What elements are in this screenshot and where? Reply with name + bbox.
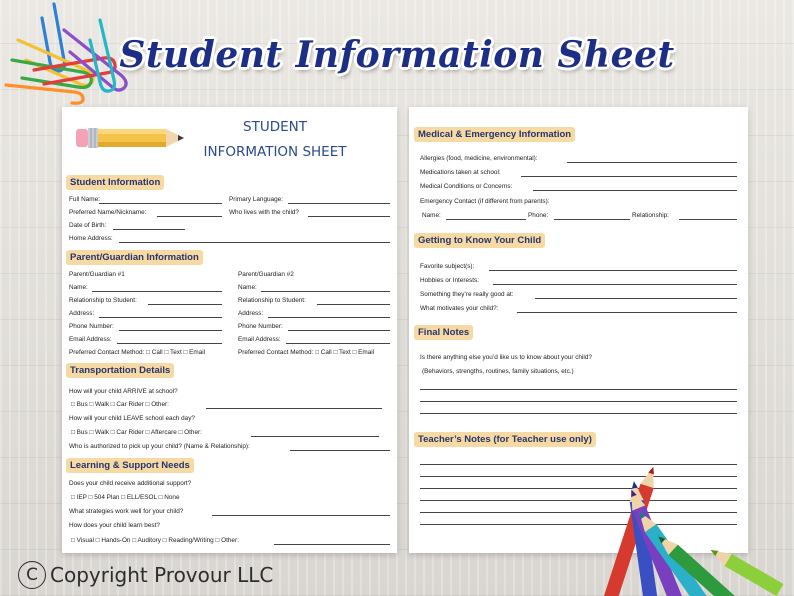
good-at-field[interactable] bbox=[535, 298, 737, 299]
g1-relationship-field[interactable] bbox=[148, 304, 222, 305]
arrive-question: How will your child ARRIVE at school? bbox=[69, 388, 178, 395]
g1-address-field[interactable] bbox=[99, 317, 222, 318]
final-notes-line[interactable] bbox=[420, 413, 737, 414]
leave-options[interactable]: □ Bus □ Walk □ Car Rider □ Aftercare □ Other: bbox=[71, 429, 202, 436]
parent-info-heading: Parent/Guardian Information bbox=[66, 250, 203, 265]
medical-heading: Medical & Emergency Information bbox=[414, 127, 575, 142]
allergies-field[interactable] bbox=[567, 162, 737, 163]
g2-contact-method[interactable]: Preferred Contact Method: □ Call □ Text □ Email bbox=[238, 349, 375, 356]
leave-other-field[interactable] bbox=[251, 436, 379, 437]
final-notes-question: Is there anything else you’d like us to know about your child? bbox=[420, 354, 592, 361]
subjects-label: Favorite subject(s): bbox=[420, 263, 475, 270]
g2-relationship-label: Relationship to Student: bbox=[238, 297, 306, 304]
medications-label: Medications taken at school: bbox=[420, 169, 501, 176]
leave-question: How will your child LEAVE school each day? bbox=[69, 415, 195, 422]
dob-label: Date of Birth: bbox=[69, 222, 107, 229]
emergency-name-field[interactable] bbox=[446, 219, 526, 220]
copyright-icon: C bbox=[18, 561, 46, 589]
g2-email-label: Email Address: bbox=[238, 336, 281, 343]
full-name-field[interactable] bbox=[99, 203, 222, 204]
getting-to-know-heading: Getting to Know Your Child bbox=[414, 233, 545, 248]
medications-field[interactable] bbox=[521, 176, 737, 177]
full-name-label: Full Name: bbox=[69, 196, 100, 203]
teacher-notes-heading: Teacher’s Notes (for Teacher use only) bbox=[414, 432, 596, 447]
left-page bbox=[62, 107, 397, 553]
subjects-field[interactable] bbox=[489, 270, 737, 271]
final-notes-examples: (Behaviors, strengths, routines, family situations, etc.) bbox=[422, 368, 574, 375]
g2-phone-field[interactable] bbox=[288, 330, 390, 331]
emergency-phone-field[interactable] bbox=[554, 219, 630, 220]
g2-phone-label: Phone Number: bbox=[238, 323, 283, 330]
arrive-other-field[interactable] bbox=[206, 408, 382, 409]
arrive-options[interactable]: □ Bus □ Walk □ Car Rider □ Other: bbox=[71, 401, 169, 408]
motivates-label: What motivates your child?: bbox=[420, 305, 499, 312]
final-notes-heading: Final Notes bbox=[414, 325, 473, 340]
preferred-name-label: Preferred Name/Nickname: bbox=[69, 209, 147, 216]
g1-name-field[interactable] bbox=[92, 291, 222, 292]
home-address-label: Home Address: bbox=[69, 235, 113, 242]
g2-name-label: Name: bbox=[238, 284, 257, 291]
student-info-heading: Student Information bbox=[66, 175, 164, 190]
g2-address-field[interactable] bbox=[268, 317, 390, 318]
conditions-label: Medical Conditions or Concerns: bbox=[420, 183, 513, 190]
primary-language-field[interactable] bbox=[288, 203, 390, 204]
dob-field[interactable] bbox=[113, 229, 185, 230]
primary-language-label: Primary Language: bbox=[229, 196, 283, 203]
doc-title-line1: STUDENT bbox=[243, 119, 307, 135]
learning-heading: Learning & Support Needs bbox=[66, 458, 194, 473]
hobbies-field[interactable] bbox=[493, 284, 737, 285]
final-notes-line[interactable] bbox=[420, 389, 737, 390]
emergency-relationship-field[interactable] bbox=[679, 219, 737, 220]
g1-name-label: Name: bbox=[69, 284, 88, 291]
support-question: Does your child receive additional support? bbox=[69, 480, 192, 487]
emergency-relationship-label: Relationship: bbox=[632, 212, 669, 219]
support-options[interactable]: □ IEP □ 504 Plan □ ELL/ESOL □ None bbox=[71, 494, 180, 501]
doc-title-line2: INFORMATION SHEET bbox=[203, 144, 347, 160]
guardian1-label: Parent/Guardian #1 bbox=[69, 271, 125, 278]
emergency-contact-label: Emergency Contact (if different from parents): bbox=[420, 198, 550, 205]
motivates-field[interactable] bbox=[517, 312, 737, 313]
emergency-phone-label: Phone: bbox=[528, 212, 549, 219]
g2-relationship-field[interactable] bbox=[317, 304, 390, 305]
final-notes-line[interactable] bbox=[420, 401, 737, 402]
emergency-name-label: Name: bbox=[422, 212, 441, 219]
good-at-label: Something they’re really good at: bbox=[420, 291, 514, 298]
g1-email-label: Email Address: bbox=[69, 336, 112, 343]
allergies-label: Allergies (food, medicine, environmental): bbox=[420, 155, 538, 162]
g1-address-label: Address: bbox=[69, 310, 95, 317]
pencil-icon bbox=[76, 125, 188, 151]
g1-phone-label: Phone Number: bbox=[69, 323, 114, 330]
transportation-heading: Transportation Details bbox=[66, 363, 174, 378]
conditions-field[interactable] bbox=[533, 190, 737, 191]
g2-address-label: Address: bbox=[238, 310, 264, 317]
strategies-field[interactable] bbox=[212, 515, 390, 516]
learn-question: How does your child learn best? bbox=[69, 522, 160, 529]
guardian2-label: Parent/Guardian #2 bbox=[238, 271, 294, 278]
g1-contact-method[interactable]: Preferred Contact Method: □ Call □ Text □ Email bbox=[69, 349, 206, 356]
g1-phone-field[interactable] bbox=[119, 330, 222, 331]
pickup-question: Who is authorized to pick up your child? (Name & Relationship): bbox=[69, 443, 250, 450]
strategies-question: What strategies work well for your child? bbox=[69, 508, 184, 515]
banner-title: Student Information Sheet bbox=[119, 34, 675, 76]
copyright-notice bbox=[18, 561, 273, 589]
learn-other-field[interactable] bbox=[274, 544, 390, 545]
home-address-field[interactable] bbox=[119, 242, 390, 243]
hobbies-label: Hobbies or Interests: bbox=[420, 277, 479, 284]
preferred-name-field[interactable] bbox=[157, 216, 222, 217]
who-lives-field[interactable] bbox=[308, 216, 390, 217]
learn-options[interactable]: □ Visual □ Hands-On □ Auditory □ Reading/Writing □ Other: bbox=[71, 537, 239, 544]
who-lives-label: Who lives with the child? bbox=[229, 209, 299, 216]
copyright-text: Copyright Provour LLC bbox=[50, 563, 274, 587]
pickup-field[interactable] bbox=[290, 450, 390, 451]
colored-pencils-icon bbox=[580, 460, 794, 596]
g1-relationship-label: Relationship to Student: bbox=[69, 297, 137, 304]
g1-email-field[interactable] bbox=[117, 343, 222, 344]
g2-email-field[interactable] bbox=[286, 343, 390, 344]
g2-name-field[interactable] bbox=[261, 291, 390, 292]
